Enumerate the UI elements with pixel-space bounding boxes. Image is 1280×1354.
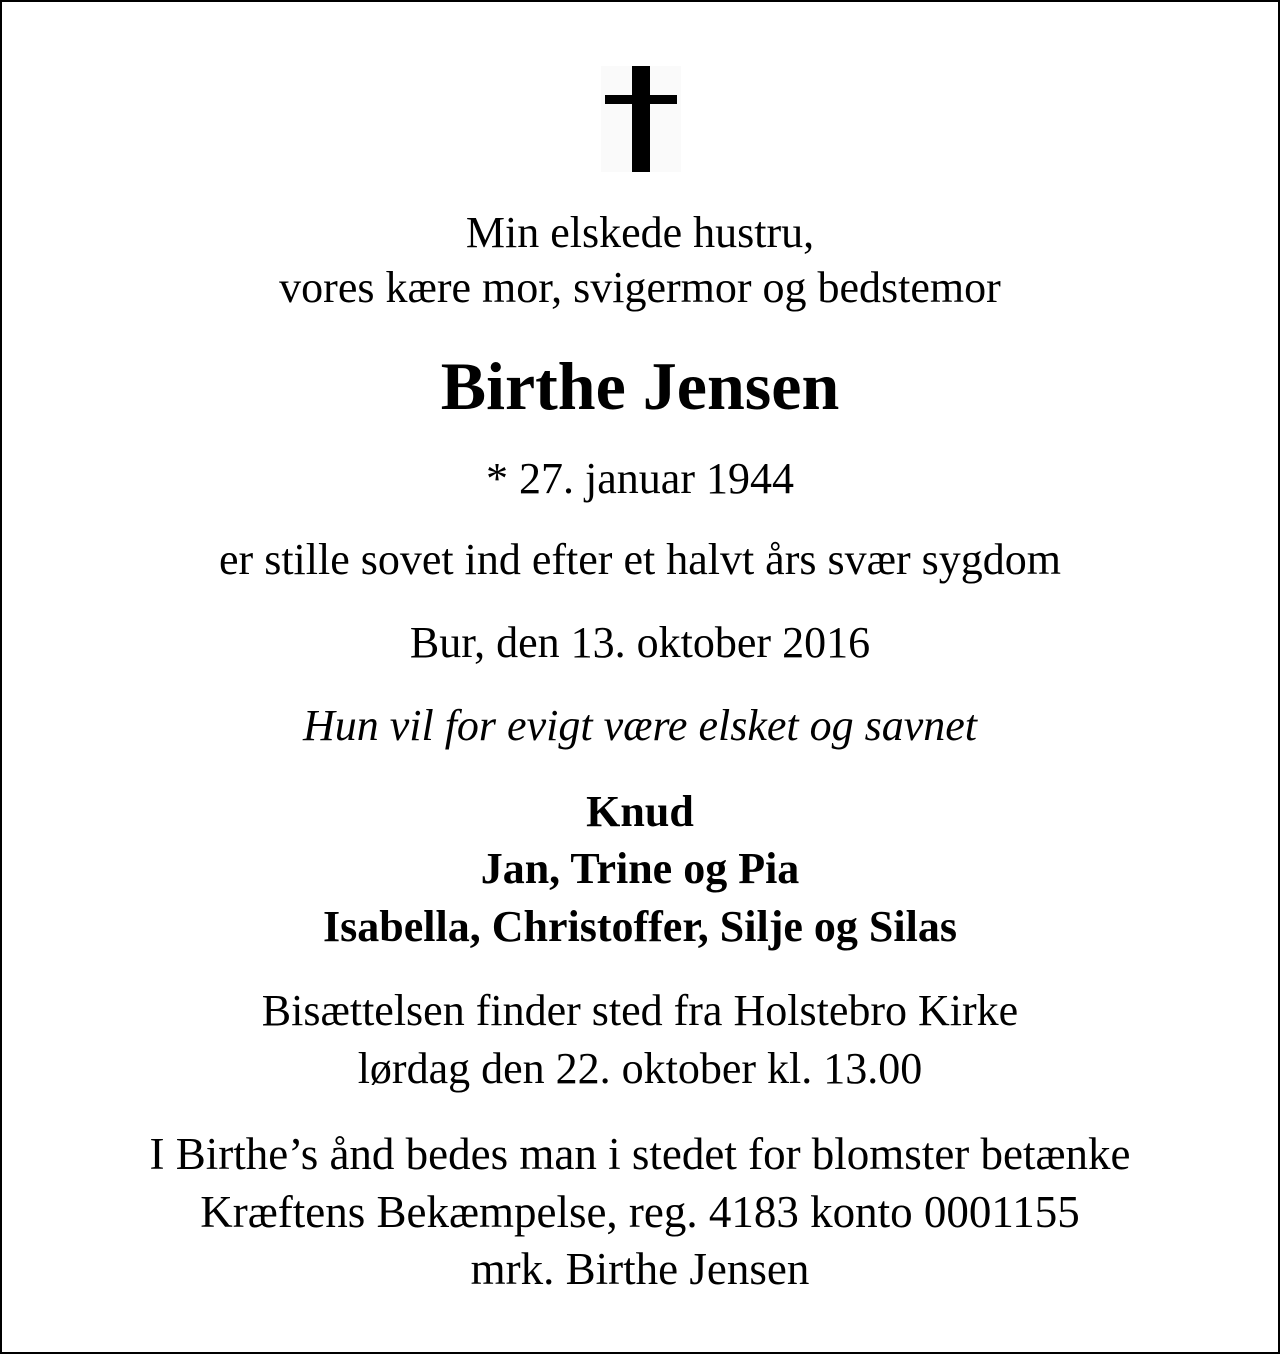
latin-cross-icon (601, 66, 681, 172)
donation-line-2: Kræftens Bekæmpelse, reg. 4183 konto 0001155 (200, 1187, 1080, 1237)
deceased-name: Birthe Jensen (440, 348, 840, 424)
funeral-line-2: lørdag den 22. oktober kl. 13.00 (357, 1044, 923, 1093)
family-member-line: Isabella, Christoffer, Silje og Silas (323, 902, 957, 951)
intro-line-1: Min elskede hustru, (465, 208, 815, 257)
donation-line-3: mrk. Birthe Jensen (470, 1244, 810, 1294)
place-and-date: Bur, den 13. oktober 2016 (409, 618, 871, 667)
tribute-line: Hun vil for evigt være elsket og savnet (302, 701, 978, 750)
family-member-line: Jan, Trine og Pia (480, 844, 800, 893)
family-member-line: Knud (586, 787, 694, 836)
donation-line-1: I Birthe’s ånd bedes man i stedet for blomster betænke (149, 1129, 1131, 1179)
birth-date: * 27. januar 1944 (486, 454, 794, 503)
funeral-line-1: Bisættelsen finder sted fra Holstebro Kirke (261, 986, 1019, 1035)
intro-line-2: vores kære mor, svigermor og bedstemor (279, 263, 1001, 312)
passing-text: er stille sovet ind efter et halvt års svær sygdom (219, 535, 1061, 584)
